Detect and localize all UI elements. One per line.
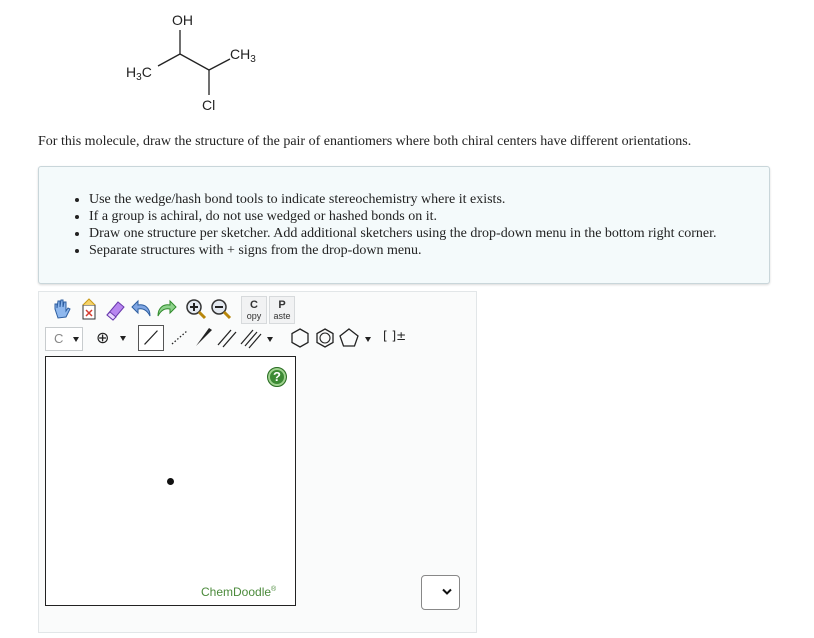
double-bond-icon: [215, 325, 239, 351]
drawing-canvas[interactable]: [45, 356, 296, 606]
element-select[interactable]: [45, 327, 83, 351]
add-sketcher-dropdown[interactable]: [421, 575, 460, 610]
bracket-tool-button[interactable]: [381, 325, 409, 351]
chevron-down-icon: [267, 337, 273, 342]
cl-label: Cl: [202, 97, 216, 113]
h3c-label: $H_3C$: [126, 64, 152, 83]
charge-tool-button[interactable]: [92, 325, 128, 351]
molecule-structure: [110, 0, 280, 120]
paste-label-small: aste: [273, 311, 291, 321]
instructions-list: [39, 167, 769, 259]
redo-button[interactable]: [154, 296, 178, 322]
hand-tool-button[interactable]: [49, 296, 73, 322]
chemdoodle-brand: [201, 585, 276, 599]
instruction-item: • Separate structures with + signs from the drop-down menu.: [89, 242, 769, 259]
instruction-item: • Use the wedge/hash bond tools to indicate stereochemistry where it exists.: [89, 191, 769, 208]
chemdoodle-sketcher: [38, 291, 477, 633]
clear-icon: [77, 296, 101, 322]
single-bond-button[interactable]: [138, 325, 164, 351]
copy-label-small: opy: [246, 311, 262, 321]
clear-tool-button[interactable]: [77, 296, 101, 322]
double-bond-button[interactable]: [215, 325, 239, 351]
oh-label: OH: [172, 12, 193, 28]
help-icon[interactable]: ?: [267, 367, 287, 387]
wedge-bond-icon: [191, 325, 215, 351]
bracket-charge-icon: [ ]±: [383, 329, 407, 343]
chevron-down-icon: [442, 588, 452, 596]
brand-mark: ®: [271, 586, 277, 593]
pentagon-icon: [337, 325, 361, 351]
benzene-ring-button[interactable]: [313, 325, 337, 351]
ch3-label: $CH_3$: [230, 46, 256, 65]
paste-label-big: P: [278, 299, 286, 311]
instructions-panel: [38, 166, 770, 284]
eraser-tool-button[interactable]: [103, 296, 127, 322]
element-value: C: [54, 331, 64, 346]
hexagon-icon: [288, 325, 312, 351]
chevron-down-icon: [120, 336, 126, 341]
paste-button[interactable]: [269, 296, 295, 324]
copy-label-big: C: [250, 299, 258, 311]
zoom-out-icon: [209, 296, 233, 322]
chevron-down-icon: [365, 337, 371, 342]
zoom-out-button[interactable]: [209, 296, 233, 322]
redo-icon: [154, 296, 178, 322]
eraser-icon: [103, 296, 127, 322]
cyclohexane-ring-button[interactable]: [288, 325, 312, 351]
undo-icon: [130, 296, 154, 322]
cyclopentane-ring-button[interactable]: [337, 325, 373, 351]
hand-icon: [49, 296, 73, 322]
dashed-bond-icon: [167, 325, 191, 351]
brand-name: ChemDoodle: [201, 585, 272, 599]
cursor-dot: [167, 478, 174, 485]
copy-button[interactable]: [241, 296, 267, 324]
undo-button[interactable]: [130, 296, 154, 322]
chevron-down-icon: [73, 337, 79, 342]
question-text: For this molecule, draw the structure of the pair of enantiomers where both chiral centers have different orientations.: [38, 134, 692, 149]
charge-plus-icon: ⊕: [96, 328, 110, 347]
instruction-item: • If a group is achiral, do not use wedged or hashed bonds on it.: [89, 208, 769, 225]
single-bond-icon: [139, 326, 163, 350]
instruction-item: • Draw one structure per sketcher. Add additional sketchers using the drop-down menu in the bottom right corner.: [89, 225, 769, 242]
benzene-icon: [313, 325, 337, 351]
triple-bond-icon: [239, 325, 263, 351]
triple-bond-button[interactable]: [239, 325, 275, 351]
recessed-bond-button[interactable]: [167, 325, 191, 351]
zoom-in-icon: [184, 296, 208, 322]
wedge-bond-button[interactable]: [191, 325, 215, 351]
zoom-in-button[interactable]: [184, 296, 208, 322]
